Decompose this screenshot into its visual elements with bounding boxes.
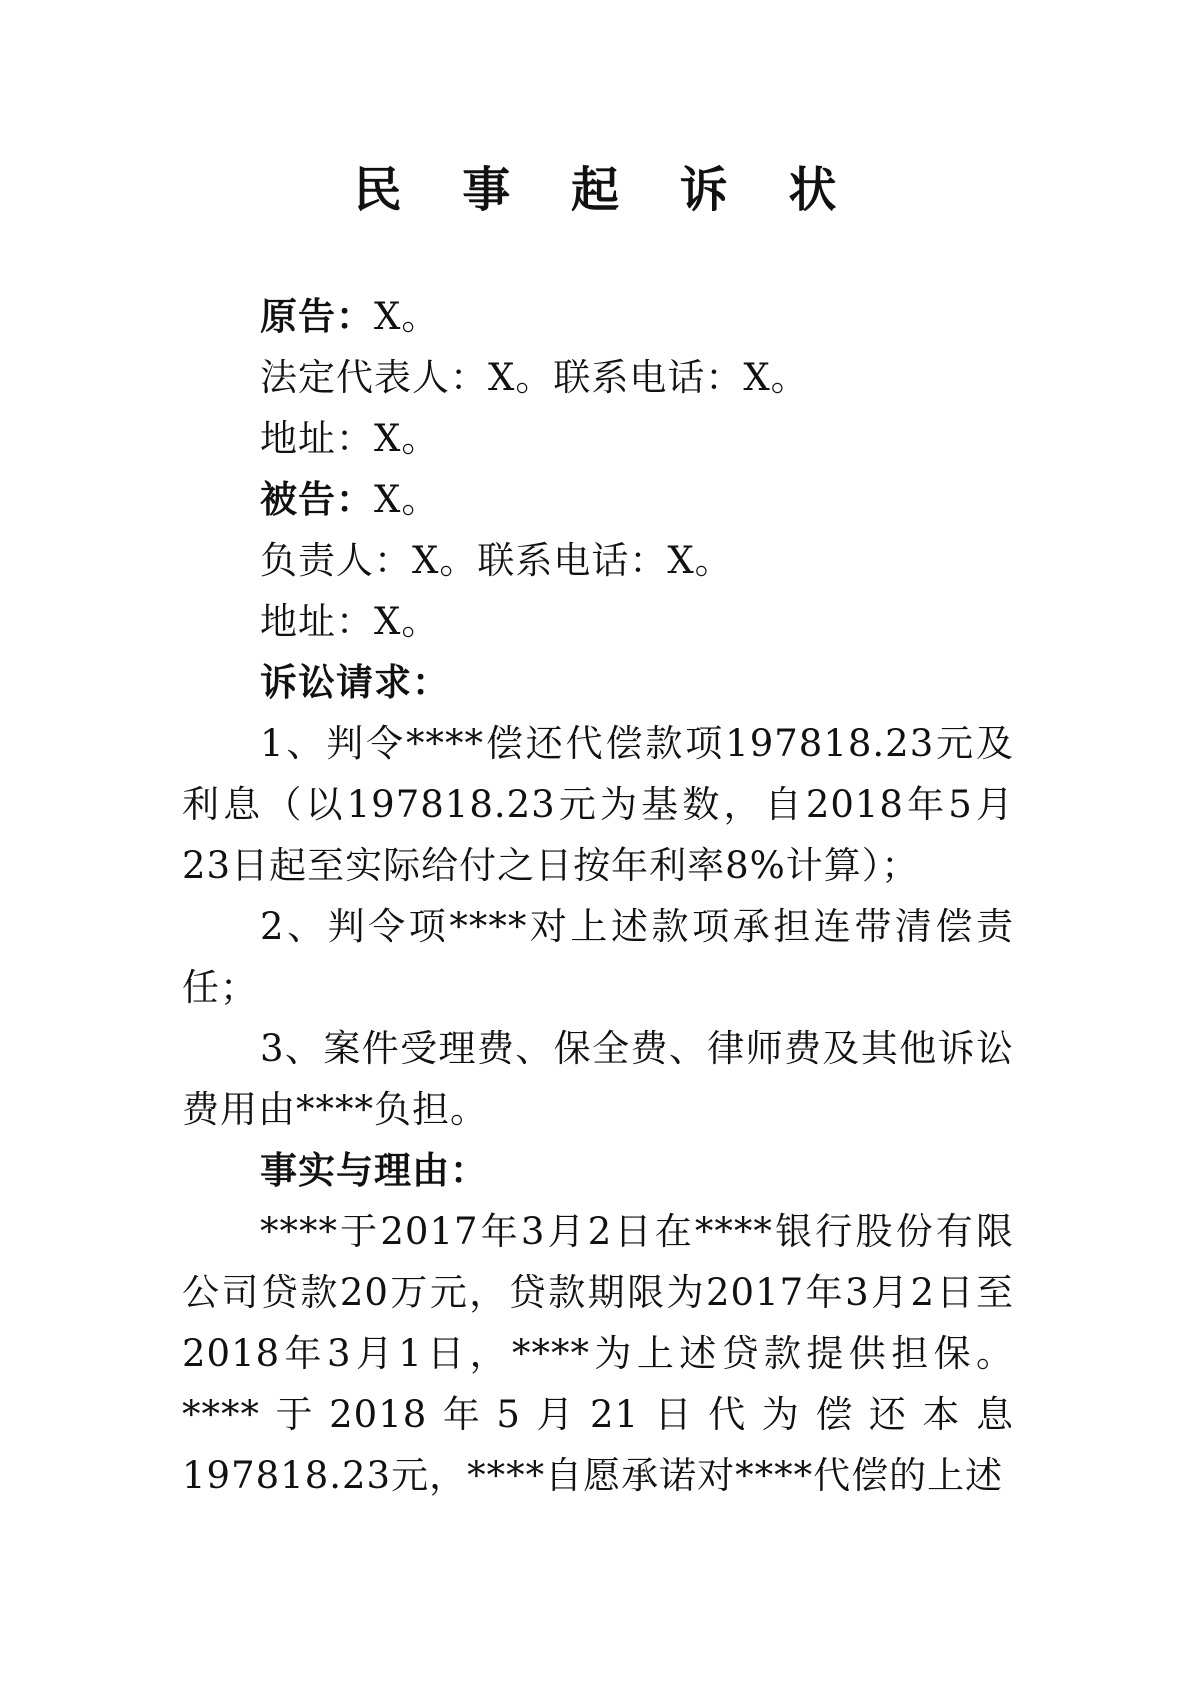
- facts-heading: 事实与理由：: [260, 1148, 488, 1192]
- defendant-value: X。: [374, 478, 440, 521]
- plaintiff-representative: 法定代表人：X。联系电话：X。: [260, 356, 809, 399]
- defendant-line: [182, 469, 1014, 530]
- plaintiff-line: [182, 286, 1014, 347]
- claims-heading: 诉讼请求：: [260, 660, 450, 704]
- plaintiff-label: 原告：: [260, 294, 374, 338]
- document-body: [182, 286, 1014, 1506]
- claim-item-3: 3、案件受理费、保全费、律师费及其他诉讼费用由****负担。: [182, 1027, 1014, 1131]
- plaintiff-address: 地址：X。: [260, 417, 440, 460]
- defendant-label: 被告：: [260, 477, 374, 521]
- claim-item-2: 2、判令项****对上述款项承担连带清偿责任；: [182, 905, 1014, 1009]
- defendant-address: 地址：X。: [260, 600, 440, 643]
- facts-paragraph: ****于2017年3月2日在****银行股份有限公司贷款20万元，贷款期限为2017年3月2日至2018年3月1日，****为上述贷款提供担保。****于2018年5月21日代为偿还本息197818.23元，****自愿承诺对****代偿的上述: [182, 1210, 1014, 1497]
- document-title: 民 事 起 诉 状: [353, 162, 859, 218]
- plaintiff-value: X。: [374, 295, 440, 338]
- claim-item-1: 1、判令****偿还代偿款项197818.23元及利息（以197818.23元为基数，自2018年5月23日起至实际给付之日按年利率8%计算）；: [182, 722, 1014, 887]
- defendant-representative: 负责人：X。联系电话：X。: [260, 539, 733, 582]
